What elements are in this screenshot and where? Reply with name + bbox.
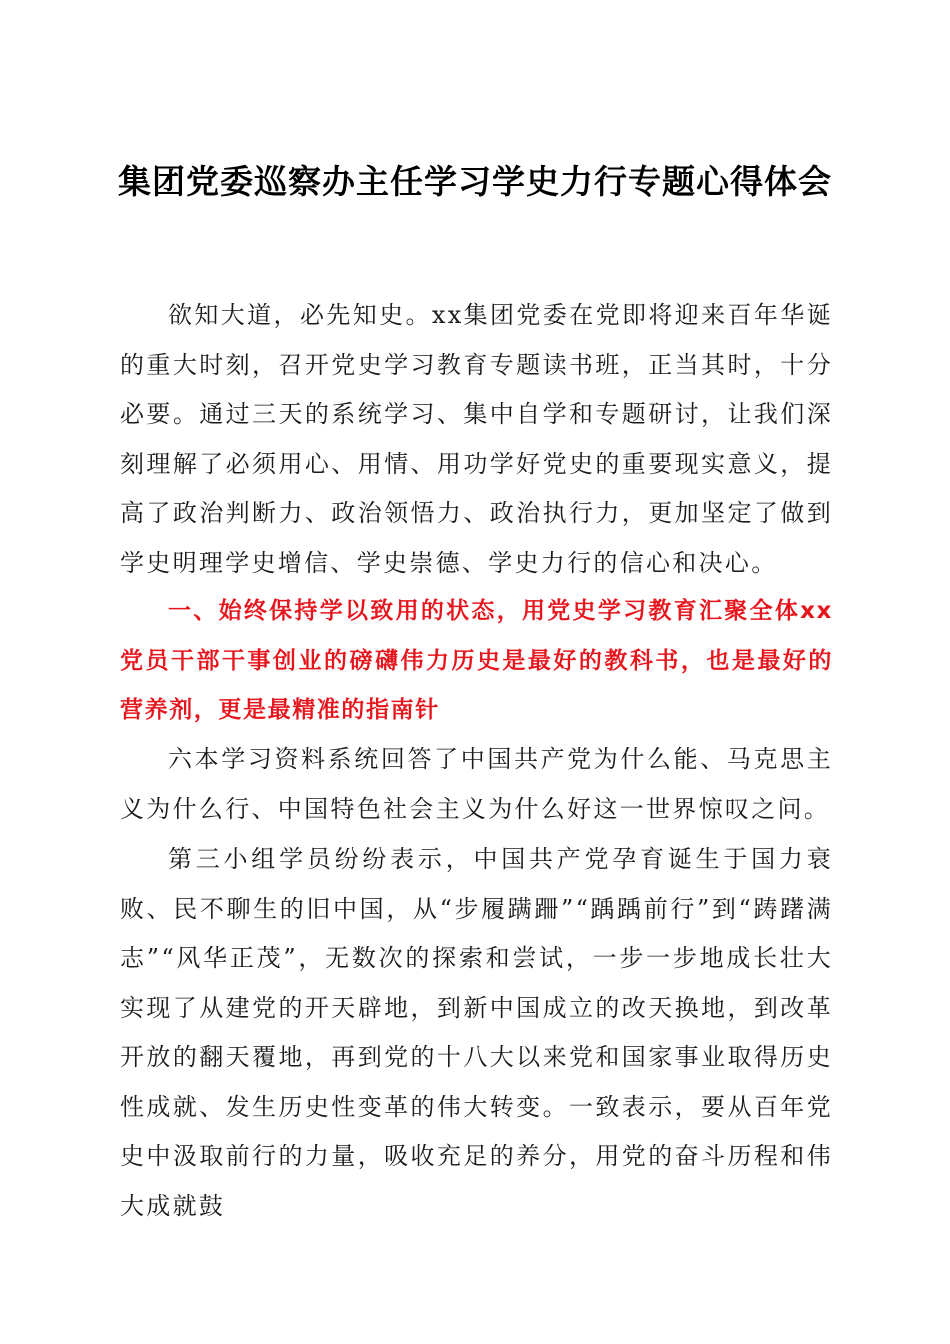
paragraph-2: 六本学习资料系统回答了中国共产党为什么能、马克思主义为什么行、中国特色社会主义为什么好这一世界惊叹之问。 (120, 745, 833, 823)
intro-paragraph: 欲知大道，必先知史。xx集团党委在党即将迎来百年华诞的重大时刻，召开党史学习教育专题读书班，正当其时，十分必要。通过三天的系统学习、集中自学和专题研讨，让我们深刻理解了必须用心、用情、用功学好党史的重要现实意义，提高了政治判断力、政治领悟力、政治执行力，更加坚定了做到学史明理学史增信、学史崇德、学史力行的信心和决心。 (120, 301, 833, 577)
document-title: 集团党委巡察办主任学习学史力行专题心得体会 (118, 162, 832, 201)
section-heading-1: 一、始终保持学以致用的状态，用党史学习教育汇聚全体xx党员干部干事创业的磅礴伟力历史是最好的教科书，也是最好的营养剂，更是最精准的指南针 (120, 598, 833, 723)
paragraph-3: 第三小组学员纷纷表示，中国共产党孕育诞生于国力衰败、民不聊生的旧中国，从“步履蹒跚”“踽踽前行”到“踌躇满志”“风华正茂”，无数次的探索和尝试，一步一步地成长壮大实现了从建党的开天辟地，到新中国成立的改天换地，到改革开放的翻天覆地，再到党的十八大以来党和国家事业取得历史性成就、发生历史性变革的伟大转变。一致表示，要从百年党史中汲取前行的力量，吸收充足的养分，用党的奋斗历程和伟大成就鼓 (120, 845, 833, 1220)
